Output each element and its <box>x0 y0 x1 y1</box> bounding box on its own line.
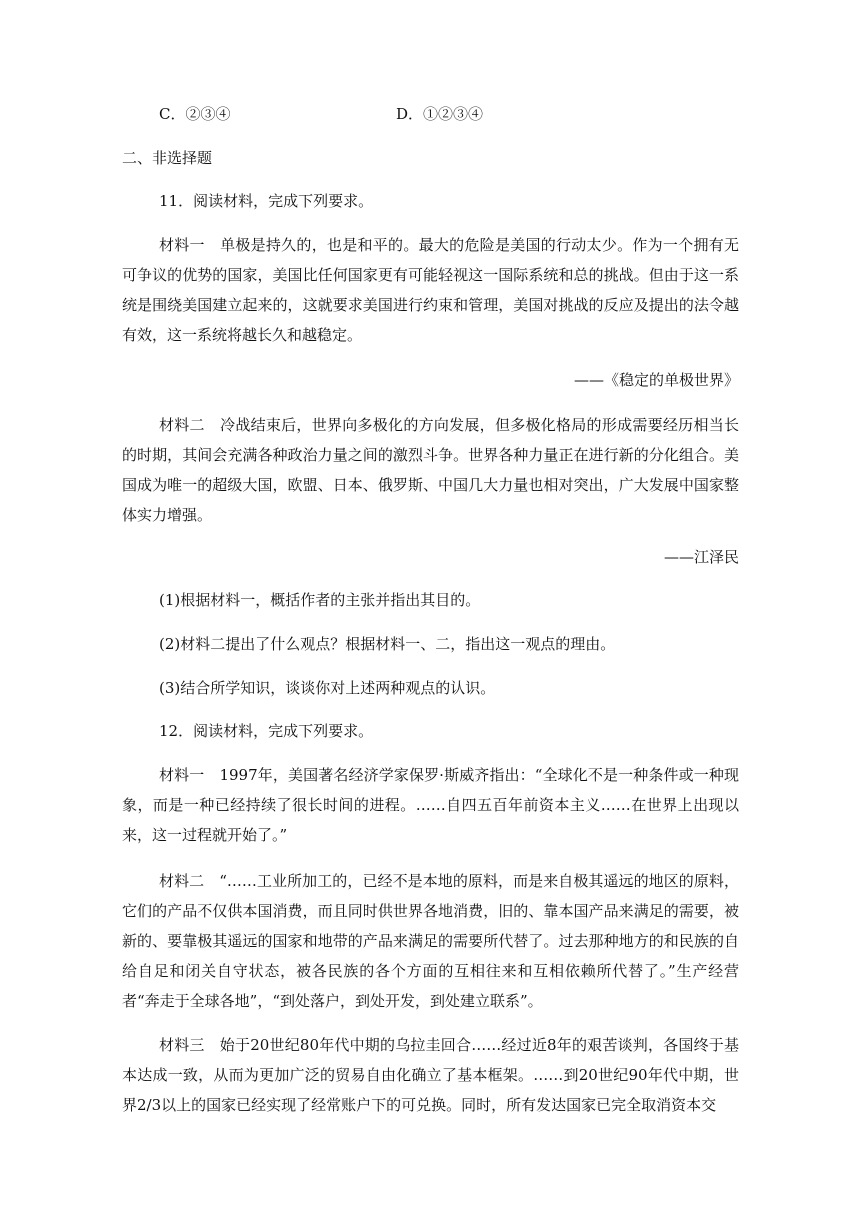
material-text: 材料二 “……工业所加工的，已经不是本地的原料，而是来自极其遥远的地区的原料，它们的产品不仅供本国消费，而且同时供世界各地消费，旧的、靠本国产品来满足的需要，被新的、要靠极其遥远的国家和地带的产品来满足的需要所代替了。过去那种地方的和民族的自给自足和闭关自守状态，被各民族的各个方面的互相往来和互相依赖所代替了。”生产经营者“奔走于全球各地”，“到处落户，到处开发，到处建立联系”。 <box>122 872 739 1010</box>
question-12-material-1 <box>122 760 739 850</box>
option-c: C．②③④ <box>159 105 231 123</box>
question-12-material-2 <box>122 866 739 1016</box>
question-11-stem: 11．阅读材料，完成下列要求。 <box>159 192 374 210</box>
question-11-sub-3: (3)结合所学知识，谈谈你对上述两种观点的认识。 <box>159 679 496 697</box>
question-11-sub-1: (1)根据材料一，概括作者的主张并指出其目的。 <box>159 591 481 609</box>
material-text: 材料二 冷战结束后，世界向多极化的方向发展，但多极化格局的形成需要经历相当长的时期，其间会充满各种政治力量之间的激烈斗争。世界各种力量正在进行新的分化组合。美国成为唯一的超级大国，欧盟、日本、俄罗斯、中国几大力量也相对突出，广大发展中国家整体实力增强。 <box>122 416 739 524</box>
question-11-source-2: ——江泽民 <box>663 548 739 566</box>
question-11-source-1: ——《稳定的单极世界》 <box>573 371 739 389</box>
question-12-stem: 12．阅读材料，完成下列要求。 <box>159 722 374 740</box>
material-text: 材料三 始于20世纪80年代中期的乌拉圭回合……经过近8年的艰苦谈判，各国终于基本达成一致，从而为更加广泛的贸易自由化确立了基本框架。……到20世纪90年代中期，世界2/3以上的国家已经实现了经常账户下的可兑换。同时，所有发达国家已完全取消资本交 <box>122 1036 739 1114</box>
material-text: 材料一 单极是持久的，也是和平的。最大的危险是美国的行动太少。作为一个拥有无可争议的优势的国家，美国比任何国家更有可能轻视这一国际系统和总的挑战。但由于这一系统是围绕美国建立起来的，这就要求美国进行约束和管理，美国对挑战的反应及提出的法令越有效，这一系统将越长久和越稳定。 <box>122 236 739 344</box>
question-11-sub-2: (2)材料二提出了什么观点？根据材料一、二，指出这一观点的理由。 <box>159 635 616 653</box>
question-12-material-3 <box>122 1030 739 1120</box>
section-title: 二、非选择题 <box>122 149 213 167</box>
question-11-material-1 <box>122 230 739 350</box>
option-d: D．①②③④ <box>396 105 484 123</box>
material-text: 材料一 1997年，美国著名经济学家保罗·斯威齐指出：“全球化不是一种条件或一种现象，而是一种已经持续了很长时间的进程。……自四五百年前资本主义……在世界上出现以来，这一过程就开始了。” <box>122 766 739 844</box>
question-11-material-2 <box>122 410 739 530</box>
